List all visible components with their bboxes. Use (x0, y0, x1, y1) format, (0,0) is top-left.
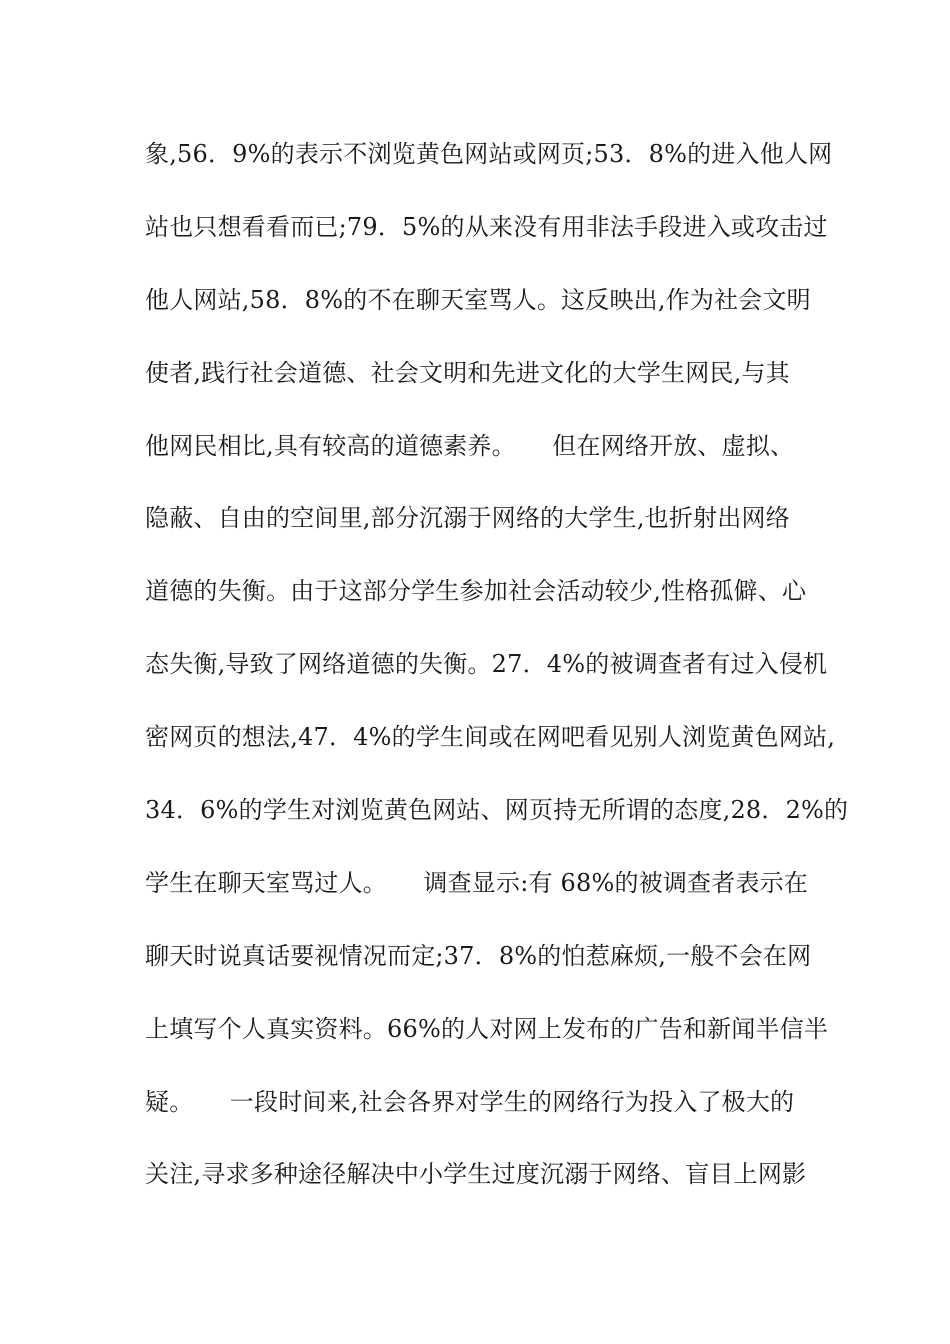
text-line: 疑。 一段时间来,社会各界对学生的网络行为投入了极大的 (145, 1087, 795, 1116)
text-line: 34．6%的学生对浏览黄色网站、网页持无所谓的态度,28．2%的 (145, 796, 849, 825)
text-line: 密网页的想法,47．4%的学生间或在网吧看见别人浏览黄色网站, (145, 723, 836, 752)
text-line: 上填写个人真实资料。66%的人对网上发布的广告和新闻半信半 (145, 1014, 829, 1043)
text-line: 关注,寻求多种途径解决中小学生过度沉溺于网络、盲目上网影 (145, 1160, 807, 1189)
text-line: 使者,践行社会道德、社会文明和先进文化的大学生网民,与其 (145, 358, 790, 387)
text-line: 道德的失衡。由于这部分学生参加社会活动较少,性格孤僻、心 (145, 577, 807, 606)
text-line: 站也只想看看而已;79．5%的从来没有用非法手段进入或攻击过 (145, 212, 828, 241)
text-line: 态失衡,导致了网络道德的失衡。27．4%的被调查者有过入侵机 (145, 650, 828, 679)
text-line: 学生在聊天室骂过人。 调查显示:有 68%的被调查者表示在 (145, 868, 809, 897)
text-line: 他人网站,58．8%的不在聊天室骂人。这反映出,作为社会文明 (145, 285, 811, 314)
text-line: 聊天时说真话要视情况而定;37．8%的怕惹麻烦,一般不会在网 (145, 941, 812, 970)
text-line: 他网民相比,具有较高的道德素养。 但在网络开放、虚拟、 (145, 431, 795, 460)
text-line: 隐蔽、自由的空间里,部分沉溺于网络的大学生,也折射出网络 (145, 504, 790, 533)
text-line: 象,56．9%的表示不浏览黄色网站或网页;53．8%的进入他人网 (145, 140, 833, 168)
body-text (145, 130, 849, 1223)
